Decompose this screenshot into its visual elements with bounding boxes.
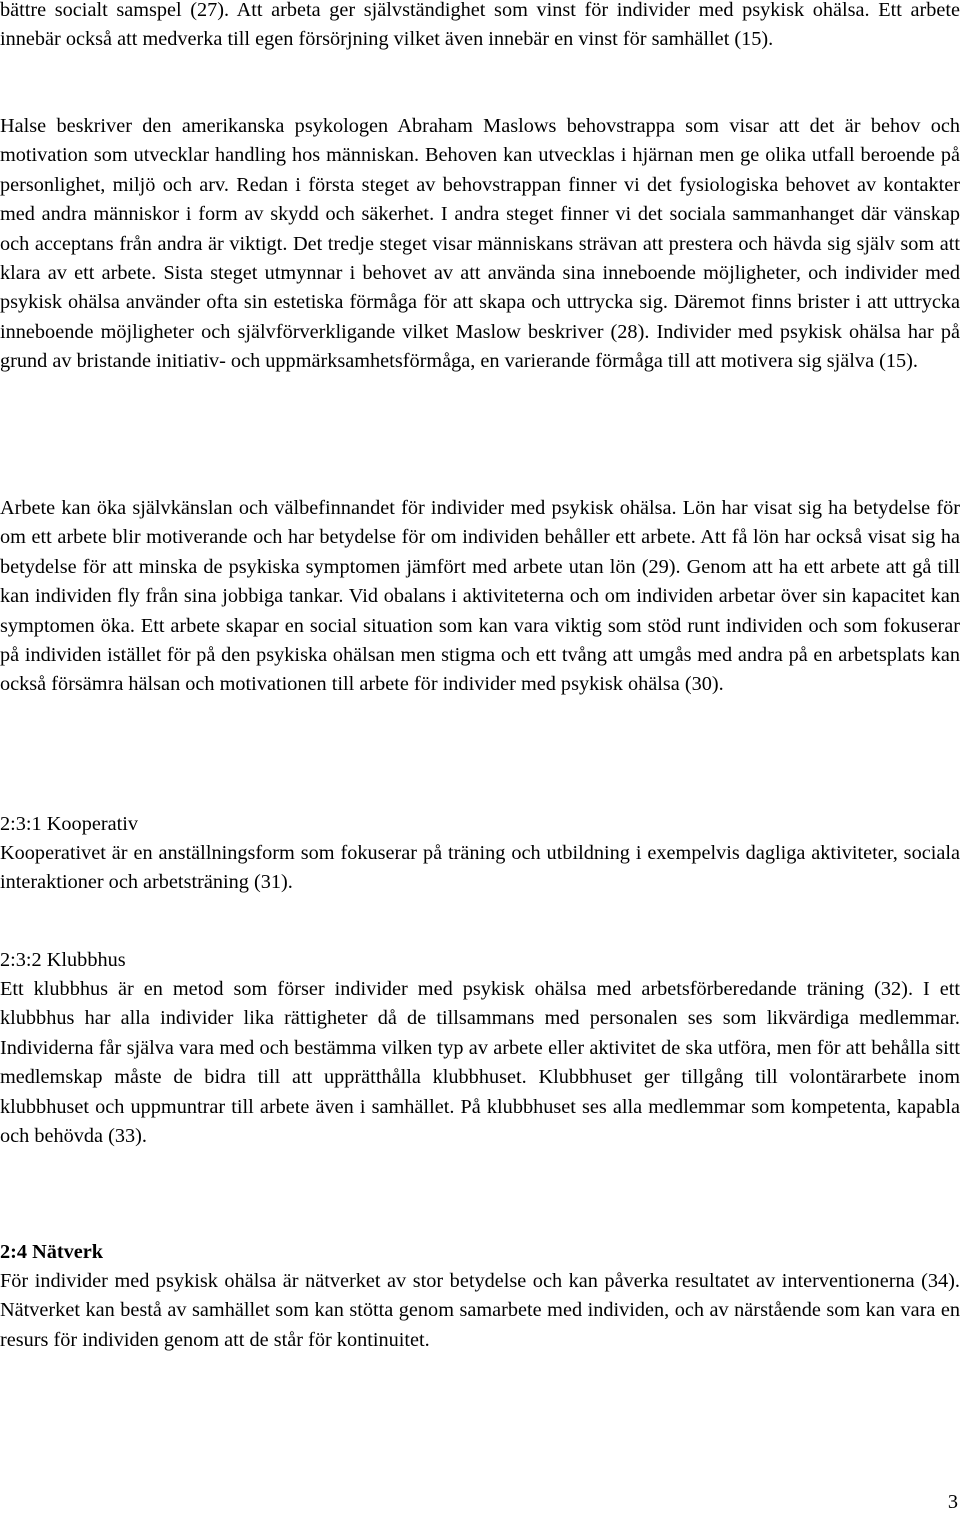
page-number: 3 <box>947 1491 958 1513</box>
section-heading-kooperativ: 2:3:1 Kooperativ <box>0 813 138 835</box>
paragraph-work-self-esteem: Arbete kan öka självkänslan och välbefinnandet för individer med psykisk ohälsa. Lön har visat sig ha betydelse för om ett arbete blir motiverande och har betydelse för om individen behåller ett arbete. Att få lön har också visat sig ha betydelse för att minska de psykiska symptomen jämfört med arbete utan lön (29). Genom att ha ett arbete att gå till kan individen fly från sina jobbiga tankar. Vid obalans i aktiviteterna och om individen arbetar över sin kapacitet kan symptomen öka. Ett arbete skapar en social situation som kan vara viktig som stöd runt individen och som fokuserar på individen istället för på den psykiska ohälsan men stigma och ett tvång att umgås med andra på en arbetsplats kan också försämra hälsan och motivationen till arbete för individer med psykisk ohälsa (30). <box>0 497 960 696</box>
paragraph-social-interaction: bättre socialt samspel (27). Att arbeta ger självständighet som vinst för individer med psykisk ohälsa. Ett arbete innebär också att medverka till egen försörjning vilket även innebär en vinst för samhället (15). <box>0 0 960 51</box>
paragraph-klubbhus: Ett klubbhus är en metod som förser individer med psykisk ohälsa med arbetsförberedande träning (32). I ett klubbhus har alla individer lika rättigheter då de tillsammans med personalen ses som likvärdiga medlemmar. Individerna får själva vara med och bestämma vilken typ av arbete eller aktivitet de ska utföra, men för att behålla sitt medlemskap måste de bidra till att upprätthålla klubbhuset. Klubbhuset ger tillgång till volontärarbete inom klubbhuset och uppmuntrar till arbete även i samhället. På klubbhuset ses alla medlemmar som kompetenta, kapabla och behövda (33). <box>0 978 960 1148</box>
section-heading-klubbhus: 2:3:2 Klubbhus <box>0 949 126 971</box>
section-heading-natverk: 2:4 Nätverk <box>0 1241 104 1263</box>
paragraph-natverk: För individer med psykisk ohälsa är nätverket av stor betydelse och kan påverka resultatet av interventionerna (34). Nätverket kan bestå av samhället som kan stötta genom samarbete med individen, och av närstående som kan vara en resurs för individen genom att de står för kontinuitet. <box>0 1270 960 1351</box>
paragraph-kooperativ: Kooperativet är en anställningsform som fokuserar på träning och utbildning i exempelvis dagliga aktiviteter, sociala interaktioner och arbetsträning (31). <box>0 842 960 894</box>
paragraph-maslow-hierarchy: Halse beskriver den amerikanska psykologen Abraham Maslows behovstrappa som visar att det är behov och motivation som utvecklar handling hos människan. Behoven kan utvecklas i hjärnan men ge olika utfall beroende på personlighet, miljö och arv. Redan i första steget av behovstrappan finner vi det fysiologiska behovet av kontakter med andra människor i form av skydd och säkerhet. I andra steget finner vi det sociala sammanhanget där vänskap och acceptans från andra är viktigt. Det tredje steget visar människans strävan att prestera och hävda sig själv som att klara av ett arbete. Sista steget utmynnar i behovet av att använda sina inneboende möjligheter, och individer med psykisk ohälsa använder ofta sin estetiska förmåga för att skapa och uttrycka sig. Däremot finns brister i att uttrycka inneboende möjligheter och självförverkligande vilket Maslow beskriver (28). Individer med psykisk ohälsa har på grund av bristande initiativ- och uppmärksamhetsförmåga, en varierande förmåga till att motivera sig själva (15). <box>0 115 960 373</box>
